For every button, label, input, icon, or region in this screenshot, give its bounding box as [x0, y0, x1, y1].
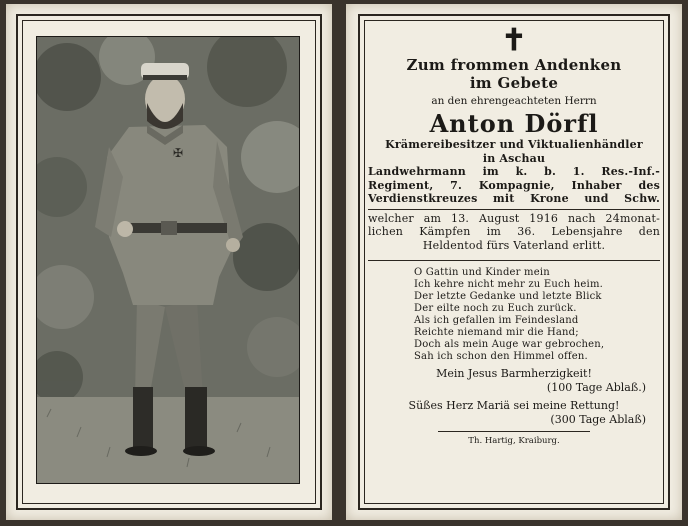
intro-line: an den ehrengeachteten Herrn [431, 95, 597, 107]
memorial-text [358, 20, 670, 510]
death-line-1: lichen Kämpfen im 36. Lebensjahre den [368, 225, 660, 238]
indulgence-line-2: (300 Tage Ablaß) [550, 413, 646, 426]
poem-line-1: Ich kehre nicht mehr zu Euch heim. [414, 279, 604, 290]
divider [368, 209, 660, 210]
poem-line-6: Doch als mein Auge war gebrochen, [414, 339, 605, 350]
prayer-line-2: Süßes Herz Mariä sei meine Rettung! [408, 399, 620, 412]
heading-line-2: im Gebete [469, 74, 559, 92]
death-line-0: welcher am 13. August 1916 nach 24monat- [368, 211, 660, 225]
photo-card-panel [6, 4, 332, 520]
title-line-4: Verdienstkreuzes mit Krone und Schw. [368, 192, 660, 205]
poem-line-5: Reichte niemand mir die Hand; [414, 327, 579, 338]
title-line-0: Krämereibesitzer und Viktualienhändler [385, 138, 643, 151]
death-line-2: Heldentod fürs Vaterland erlitt. [422, 238, 606, 252]
prayer-line-1: Mein Jesus Barmherzigkeit! [436, 367, 592, 380]
soldier-portrait-photo [36, 36, 300, 484]
cross-icon: ✝ [501, 23, 527, 58]
text-card-panel [346, 4, 682, 520]
poem-line-0: O Gattin und Kinder mein [414, 267, 550, 278]
indulgence-line-1: (100 Tage Ablaß.) [546, 381, 646, 394]
deceased-name: Anton Dörfl [429, 109, 599, 138]
divider [368, 260, 660, 261]
printer-divider [438, 431, 590, 432]
poem-line-7: Sah ich schon den Himmel offen. [414, 351, 588, 362]
title-line-1: in Aschau [482, 151, 546, 165]
poem-line-2: Der letzte Gedanke und letzte Blick [414, 291, 602, 302]
title-line-2: Landwehrmann im k. b. 1. Res.-Inf.- [368, 165, 660, 178]
soldier-portrait-illustration [37, 37, 299, 483]
heading-line-1: Zum frommen Andenken [406, 56, 622, 74]
poem-line-3: Der eilte noch zu Euch zurück. [414, 303, 577, 314]
title-line-3: Regiment, 7. Kompagnie, Inhaber des [368, 178, 660, 192]
poem-line-4: Als ich gefallen im Feindesland [414, 315, 579, 326]
svg-text:✠: ✠ [173, 146, 184, 160]
printer-credit: Th. Hartig, Kraiburg. [468, 436, 560, 446]
